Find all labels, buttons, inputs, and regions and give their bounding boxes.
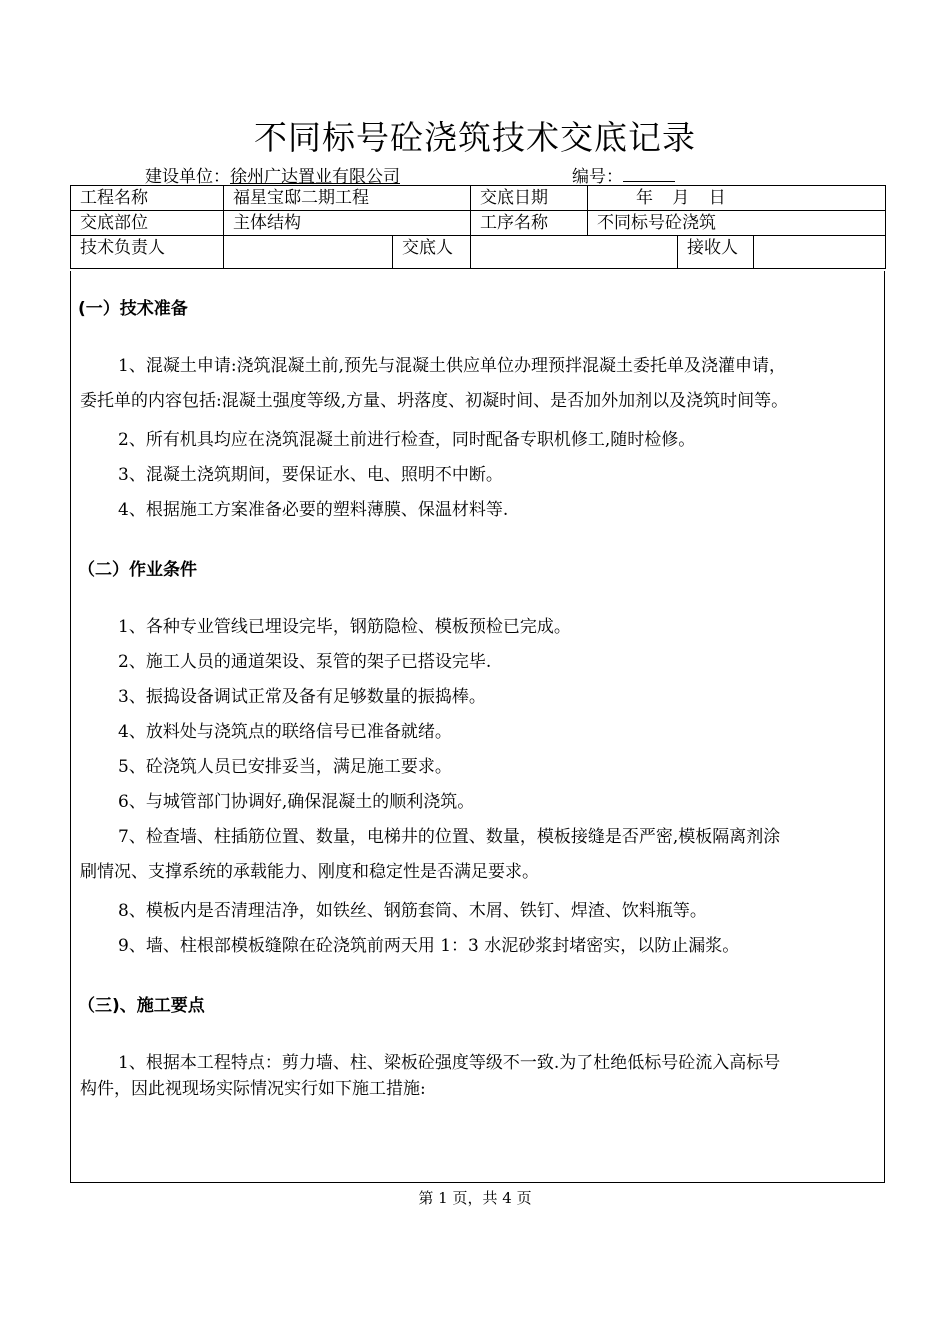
date-label: 交底日期 <box>471 186 588 211</box>
number-label: 编号： <box>572 167 623 187</box>
s1-item-4-text: 4、根据施工方案准备必要的塑料薄膜、保温材料等. <box>118 500 509 520</box>
s1-item-3-text: 3、混凝土浇筑期间，要保证水、电、照明不中断。 <box>118 465 503 485</box>
number-blank <box>623 165 675 182</box>
page-title: 不同标号砼浇筑技术交底记录 <box>254 118 696 157</box>
s1-item-2-text: 2、所有机具均应在浇筑混凝土前进行检查，同时配备专职机修工,随时检修。 <box>118 430 696 450</box>
project-name-label: 工程名称 <box>71 186 224 211</box>
s2-item-1-text: 1、各种专业管线已埋设完毕，钢筋隐检、模板预检已完成。 <box>118 617 571 637</box>
s2-item-3 <box>80 680 880 715</box>
header-row-1 <box>71 186 886 211</box>
s2-item-2-text: 2、施工人员的通道架设、泵管的架子已搭设完毕. <box>118 652 492 672</box>
s2-item-7 <box>80 820 880 890</box>
s3-item-1-line-2: 构件，因此视现场实际情况实行如下施工措施: <box>80 1079 426 1099</box>
s3-item-1 <box>80 1050 880 1102</box>
s2-item-5-text: 5、砼浇筑人员已安排妥当，满足施工要求。 <box>118 757 452 777</box>
build-unit-label: 建设单位： <box>145 167 230 187</box>
process-value: 不同标号砼浇筑 <box>588 211 886 236</box>
section-heading-3: （三)、施工要点 <box>78 996 205 1016</box>
s1-item-2 <box>80 423 880 458</box>
s3-item-1-line-1: 1、根据本工程特点：剪力墙、柱、梁板砼强度等级不一致.为了杜绝低标号砼流入高标号 <box>118 1053 781 1073</box>
s2-item-8-text: 8、模板内是否清理洁净，如铁丝、钢筋套筒、木屑、铁钉、焊渣、饮料瓶等。 <box>118 901 707 921</box>
presenter-label: 交底人 <box>393 236 471 269</box>
s2-item-2 <box>80 645 880 680</box>
s2-item-5 <box>80 750 880 785</box>
tech-lead-value <box>224 236 393 269</box>
tech-lead-label: 技术负责人 <box>71 236 224 269</box>
project-name-value: 福星宝邸二期工程 <box>224 186 471 211</box>
page-footer: 第 1 页，共 4 页 <box>418 1189 532 1207</box>
s2-item-3-text: 3、振捣设备调试正常及备有足够数量的振捣棒。 <box>118 687 486 707</box>
header-row-2 <box>71 211 886 236</box>
s2-item-8 <box>80 894 880 929</box>
section-heading-2: （二）作业条件 <box>78 560 197 580</box>
s1-item-3 <box>80 458 880 493</box>
section-heading-1: (一）技术准备 <box>78 299 188 319</box>
part-label: 交底部位 <box>71 211 224 236</box>
presenter-value <box>471 236 678 269</box>
s2-item-7-line-1: 7、检查墙、柱插筋位置、数量，电梯井的位置、数量，模板接缝是否严密,模板隔离剂涂 <box>118 827 781 847</box>
s2-item-6-text: 6、与城管部门协调好,确保混凝土的顺利浇筑。 <box>118 792 475 812</box>
date-value: 年 月 日 <box>588 186 886 211</box>
part-value: 主体结构 <box>224 211 471 236</box>
receiver-value <box>754 236 886 269</box>
s2-item-7-line-2: 刷情况、支撑系统的承载能力、刚度和稳定性是否满足要求。 <box>80 862 539 882</box>
s1-item-1-line-1: 1、混凝土申请:浇筑混凝土前,预先与混凝土供应单位办理预拌混凝土委托单及浇灌申请， <box>118 356 786 376</box>
s2-item-6 <box>80 785 880 820</box>
s2-item-4-text: 4、放料处与浇筑点的联络信号已准备就绪。 <box>118 722 452 742</box>
record-number <box>572 162 675 187</box>
s2-item-4 <box>80 715 880 750</box>
build-unit <box>145 162 400 187</box>
header-table <box>70 185 886 269</box>
receiver-label: 接收人 <box>678 236 754 269</box>
s1-item-4 <box>80 493 880 528</box>
s2-item-9 <box>80 929 880 964</box>
header-row-3 <box>71 236 886 269</box>
s2-item-9-text: 9、墙、柱根部模板缝隙在砼浇筑前两天用 1：3 水泥砂浆封堵密实，以防止漏浆。 <box>118 936 740 956</box>
s1-item-1 <box>80 349 880 419</box>
s1-item-1-line-2: 委托单的内容包括:混凝土强度等级,方量、坍落度、初凝时间、是否加外加剂以及浇筑时间等。 <box>80 391 789 411</box>
build-unit-value: 徐州广达置业有限公司 <box>230 167 400 187</box>
process-label: 工序名称 <box>471 211 588 236</box>
s2-item-1 <box>80 610 880 645</box>
